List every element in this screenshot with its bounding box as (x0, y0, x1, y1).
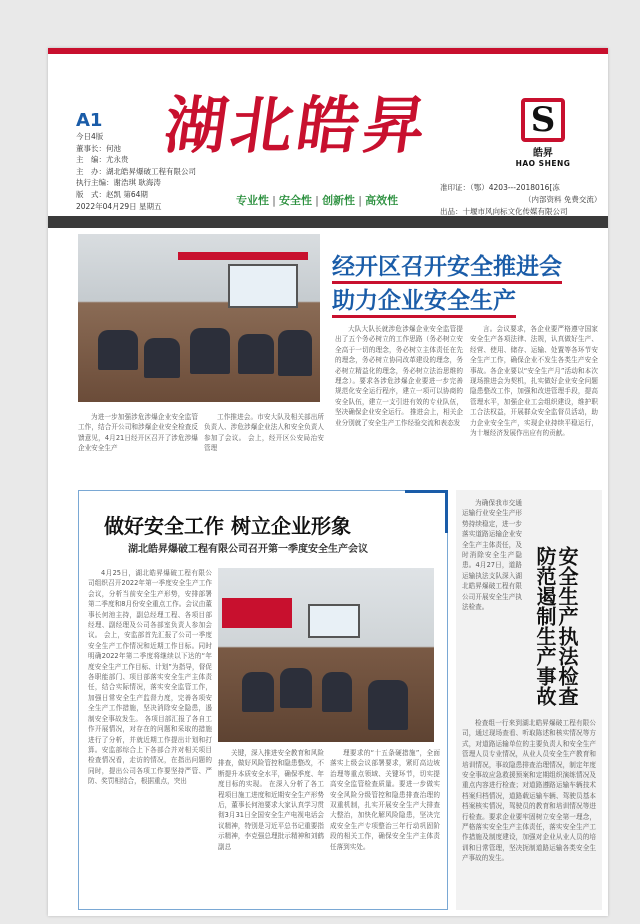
publisher-line: 出品：十堰市风向标文化传媒有限公司 (440, 207, 568, 216)
story2-column: 理要求的“十五条硬措施”，全面落实上级会议部署要求，紧盯高边坡治理等重点领域、关键环节，切实提高安全监管检查质量。要进一步做实安全风险分级管控和隐患排查治理的双重机制，扎实开展安全生产大排查大整治，加快化解风险隐患，坚决完成安全生产专项整治三年行动巩固阶段的相关工作，确保安全生产主体责任落到实处。 (330, 749, 440, 851)
page-number: A1 (76, 110, 103, 131)
masthead (48, 54, 608, 214)
slogan-bar (236, 192, 398, 208)
meta-line: 今日4版 (76, 132, 104, 141)
logo-name-en: HAO SHENG (515, 159, 571, 168)
projector-screen (308, 604, 360, 638)
slogan-separator: | (315, 194, 320, 207)
registration-info (440, 182, 601, 205)
masthead-divider (48, 216, 608, 228)
story-safety-meeting (78, 234, 598, 484)
attendee (242, 672, 274, 712)
registration-note: （内部资料 免费交流） (524, 194, 602, 204)
meta-line: 董事长：何池 (76, 143, 121, 153)
logo-icon (521, 98, 565, 142)
story1-headline (332, 250, 562, 318)
wall-banner (222, 598, 292, 628)
attendee (190, 328, 230, 374)
slogan-item: 安全性 (279, 194, 313, 207)
attendee (368, 680, 408, 730)
attendee (322, 672, 352, 712)
story2-subhead: 湖北皓昇爆破工程有限公司召开第一季度安全生产会议 (128, 544, 368, 555)
sidebar-column-top: 为确保我市交通运输行业安全生产形势持续稳定，进一步落实道路运输企业安全生产主体责任，及时消除安全生产隐患。4月27日，道路运输执法支队深入湖北皓昇爆破工程有限公司开展安全生产执法检查。 (462, 499, 522, 612)
headline-line: 经开区召开安全推进会 (332, 254, 562, 284)
meta-line: 主 编：尤永贵 (76, 155, 129, 165)
attendee (98, 330, 138, 370)
meeting-photo (78, 234, 320, 402)
story2-column: 关键，深入推进安全教育和风险排查，做好风险管控和隐患整改，不断提升本质安全水平，确保季度、年度目标的实现。 在深入分析了各工程项目施工进度和近期安全生产形势后，董事长何池要求大家认真学习贯彻3月31日全国安全生产电视电话会议精神，特别是习近平总书记重要指示精神，李克强总理批示精神和刘鹤副总 (218, 749, 324, 851)
sidebar-column-bottom: 检查组一行来到湖北皓昇爆破工程有限公司，通过现场查看、听取陈述和核实情况等方式，对道路运输单位的主要负责人和安全生产管理人员专业情况，从业人员安全生产教育和培训情况，事故隐患排查治理情况，制定年度安全事故应急救援预案和定期组织演练情况及重点内容进行检查；对道路遵路运输车辆技术档案归档情况，道路载运输车辆、驾驶员基本档案核实情况，驾驶员的教育和培训情况等进行检查。要求企业要牢固树立安全第一理念，严格落实安全生产主体责任，落实安全生产工作措施及制度建设，加强对企业从业人员的培训和日常管理，坚决扼制道路运输各类安全生产事故的发生。 (462, 719, 596, 863)
logo-name-cn: 皓昇 (533, 148, 553, 159)
story1-column: 工作推进会。市安大队及相关部出所负责人、涉危涉爆企业法人和安全负责人参加了会议。 会上，经开区公安局治安管理 (204, 413, 324, 453)
story1-column: 为进一步加强涉危涉爆企业安全监管工作，结合开公司和涉爆企业安全检查反馈意见，4月21日经开区召开了涉危涉爆企业安全生产 (78, 413, 198, 453)
meta-line: 2022年04月29日 星期五 (76, 201, 162, 211)
story1-column: 言。会议要求，各企业要严格遵守国家安全生产各项法律、法规，认真做好生产、经营、使用、储存、运输、处置等各环节安全生产工作，确保企业不发生各类生产安全事故。各企业要以“安全生产月”活动和本次现场推进会为契机，扎实做好企业安全问题隐患整改工作，加强和改进管理手段，提高管理水平，加强企业工会组织建设，维护职工合法权益，开展群众安全监督员活动，助力企业安全生产，实现企业持续平稳运行，为十堰经济发展作出应有的贡献。 (470, 325, 598, 438)
attendee (278, 330, 312, 376)
story2-column: 4月25日，湖北皓昇爆破工程有限公司组织召开2022年第一季度安全生产工作会议，分析当前安全生产形势，安排部署第二季度和8月份安全重点工作。会议由董事长何池主持，副总经理工程、各项目部经理、副经理及公司各部室负责人参加会议。 会上，安监部首先汇报了公司一季度安全生产工作情况和近期工作目标。同时明确2022年第二季度将继续以下达的“年度安全生产工作目标、计划”为指导，督促各职能部门、项目部落实安全生产主体责任，结合实际情况，落实安全监管工作，加强日常安全生产监督力度，完善各项安全生产工作措施，坚决消除安全隐患，遏制安全事故发生。 各项目部汇报了各自工作开展情况，对存在的问题和采取的措施进行了分析，并就近期工作提出计划和打算。安监部综合上下各部合并对相关项目检查情况看，走访的情况，在指出问题的同时，提出公司各项工作要坚持严管、严防、奖罚相结合，根据重点，突出 (88, 569, 212, 786)
sidebar-headline-line: 安全生产执法检查 (555, 546, 579, 706)
red-banner (178, 252, 308, 260)
sidebar-headline (524, 546, 578, 706)
slogan-item: 创新性 (322, 194, 356, 207)
meta-line: 版 式：赵凯 第64期 (76, 189, 148, 199)
story2-headline: 做好安全工作 树立企业形象 (104, 514, 351, 538)
slogan-separator: | (358, 194, 363, 207)
newspaper-page (48, 48, 608, 916)
projector-screen (228, 264, 298, 308)
registration-value: （鄂）4203---2018016[冻 (470, 183, 560, 192)
meta-line: 执行主编：谢浩琪 耿海涛 (76, 178, 161, 188)
attendee (280, 668, 312, 708)
sidebar-headline-line: 防范遏制生产事故 (533, 546, 557, 706)
slogan-separator: | (272, 194, 277, 207)
company-logo (514, 98, 572, 168)
meta-line: 主 办：湖北皓昇爆破工程有限公司 (76, 166, 196, 176)
headline-line: 助力企业安全生产 (332, 288, 516, 318)
logo-letter: S (530, 100, 556, 140)
slogan-item: 高效性 (365, 194, 399, 207)
newspaper-title: 湖北皓昇 (160, 89, 435, 162)
slogan-item: 专业性 (236, 194, 269, 207)
attendee (238, 334, 274, 374)
registration-label: 准印证： (440, 183, 470, 192)
attendee (144, 338, 180, 378)
story1-column: 大队大队长就涉危涉爆企业安全监管提出了五个务必树立的工作思路（务必树立安全高于一切的理念，务必树立主体责任在先的理念，务必树立协同改革建设的理念，务必树立精益化的理念，务必树立法治思维的理念）。要求各涉危涉爆企业要进一步完善规范化安全运行程序，建立一项可以协商的安全队伍，建立一支引进有效的专业队伍，坚决确保企业安全运行。 推进会上，相关企业分别就了安全生产工作经验交流和表态发 (335, 325, 463, 427)
company-meeting-photo (218, 568, 434, 742)
